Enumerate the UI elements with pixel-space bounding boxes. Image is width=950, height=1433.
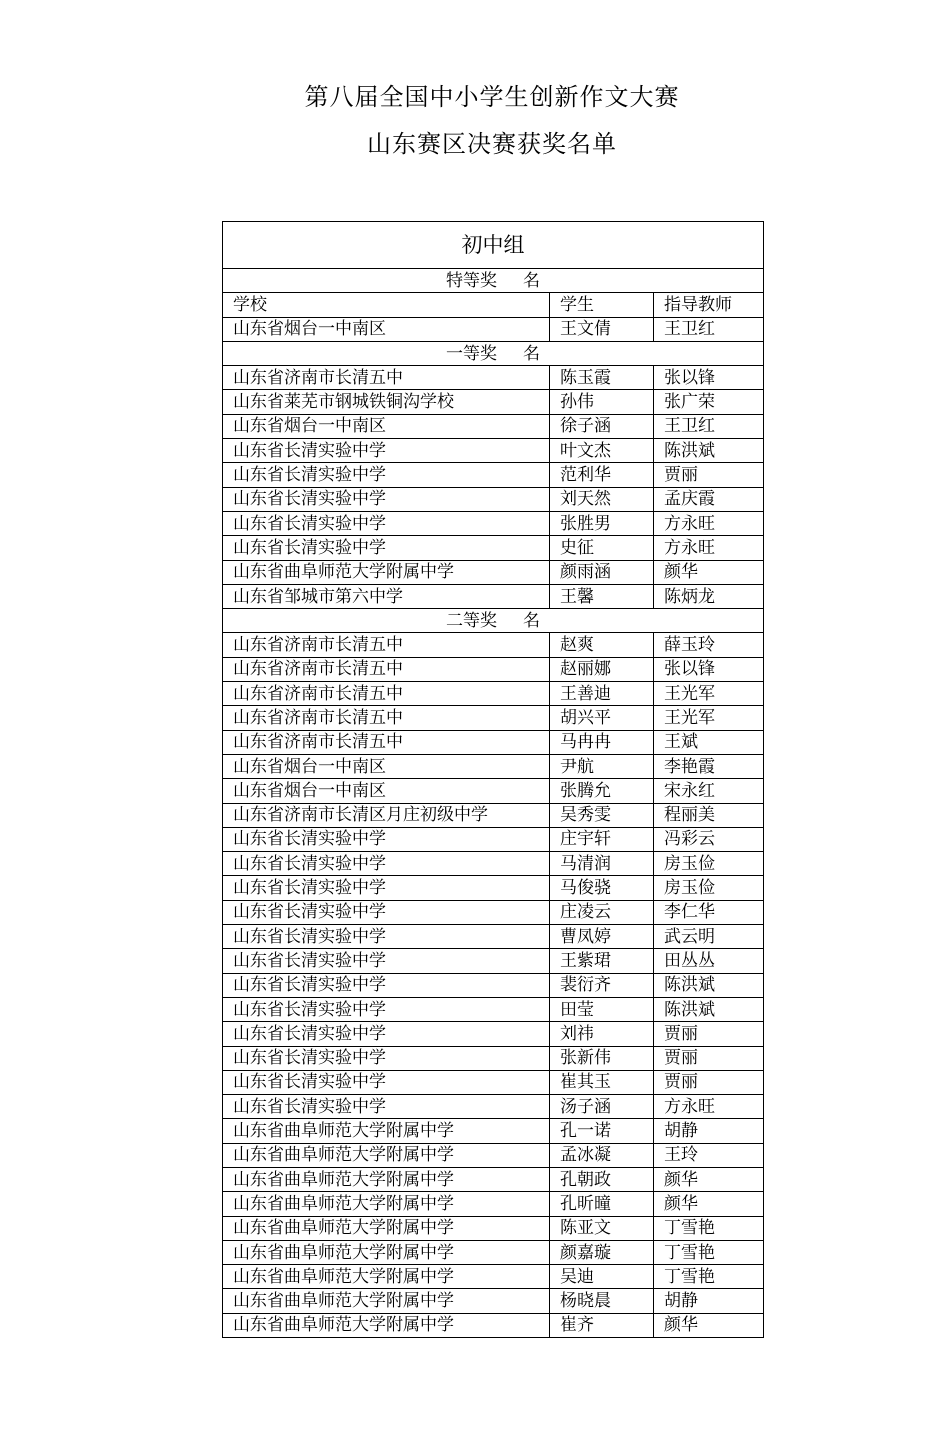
teacher-cell: 丁雪艳 [654, 1240, 764, 1264]
table-row [223, 754, 764, 778]
award-section-heading [223, 341, 764, 365]
student-cell: 张新伟 [550, 1046, 654, 1070]
table-row [223, 414, 764, 438]
student-cell: 胡兴平 [550, 706, 654, 730]
student-cell: 孟冰凝 [550, 1143, 654, 1167]
table-row [223, 366, 764, 390]
award-count-suffix: 名 [523, 343, 540, 364]
table-row [223, 949, 764, 973]
table-row [223, 876, 764, 900]
teacher-cell: 颜华 [654, 560, 764, 584]
award-count-suffix: 名 [523, 270, 540, 291]
student-cell: 吴秀雯 [550, 803, 654, 827]
table-row [223, 1289, 764, 1313]
teacher-cell: 贾丽 [654, 1070, 764, 1094]
table-row [223, 803, 764, 827]
student-cell: 颜嘉璇 [550, 1240, 654, 1264]
table-row [223, 560, 764, 584]
award-section-heading [223, 269, 764, 293]
table-row [223, 633, 764, 657]
group-title-row [223, 222, 764, 269]
teacher-cell: 王光军 [654, 706, 764, 730]
student-cell: 尹航 [550, 754, 654, 778]
school-cell: 山东省长清实验中学 [223, 925, 550, 949]
teacher-cell: 颜华 [654, 1192, 764, 1216]
teacher-cell: 陈洪斌 [654, 973, 764, 997]
student-cell: 赵爽 [550, 633, 654, 657]
student-cell: 孙伟 [550, 390, 654, 414]
school-cell: 山东省曲阜师范大学附属中学 [223, 1143, 550, 1167]
student-cell: 马俊骁 [550, 876, 654, 900]
teacher-cell: 冯彩云 [654, 827, 764, 851]
table-row [223, 536, 764, 560]
teacher-cell: 张以锋 [654, 366, 764, 390]
award-section-row [223, 269, 764, 293]
table-row [223, 925, 764, 949]
table-row [223, 706, 764, 730]
school-cell: 山东省曲阜师范大学附属中学 [223, 1265, 550, 1289]
table-row [223, 487, 764, 511]
award-count-suffix: 名 [523, 610, 540, 631]
student-cell: 裴衍齐 [550, 973, 654, 997]
school-cell: 山东省济南市长清五中 [223, 730, 550, 754]
student-cell: 赵丽娜 [550, 657, 654, 681]
table-row [223, 390, 764, 414]
table-row [223, 852, 764, 876]
table-row [223, 1046, 764, 1070]
table-row [223, 463, 764, 487]
school-cell: 山东省长清实验中学 [223, 511, 550, 535]
table-row [223, 730, 764, 754]
student-cell: 叶文杰 [550, 439, 654, 463]
student-cell: 陈亚文 [550, 1216, 654, 1240]
student-cell: 王文倩 [550, 317, 654, 341]
award-table-body [223, 222, 764, 1338]
school-cell: 山东省长清实验中学 [223, 1070, 550, 1094]
teacher-cell: 颜华 [654, 1167, 764, 1191]
table-row [223, 973, 764, 997]
school-cell: 山东省曲阜师范大学附属中学 [223, 1119, 550, 1143]
award-table [222, 221, 764, 1338]
school-cell: 山东省长清实验中学 [223, 1022, 550, 1046]
table-row [223, 682, 764, 706]
school-cell: 山东省长清实验中学 [223, 997, 550, 1021]
student-cell: 孔昕曈 [550, 1192, 654, 1216]
teacher-cell: 王光军 [654, 682, 764, 706]
table-row [223, 1143, 764, 1167]
school-cell: 山东省长清实验中学 [223, 949, 550, 973]
student-cell: 曹凤婷 [550, 925, 654, 949]
student-cell: 崔其玉 [550, 1070, 654, 1094]
school-cell: 山东省曲阜师范大学附属中学 [223, 560, 550, 584]
student-cell: 刘祎 [550, 1022, 654, 1046]
student-cell: 张胜男 [550, 511, 654, 535]
teacher-cell: 程丽美 [654, 803, 764, 827]
student-cell: 田莹 [550, 997, 654, 1021]
award-section-row [223, 609, 764, 633]
table-row [223, 511, 764, 535]
table-row [223, 900, 764, 924]
teacher-cell: 张以锋 [654, 657, 764, 681]
teacher-cell: 贾丽 [654, 1022, 764, 1046]
school-cell: 山东省长清实验中学 [223, 900, 550, 924]
student-cell: 王善迪 [550, 682, 654, 706]
table-row [223, 317, 764, 341]
school-cell: 山东省济南市长清五中 [223, 682, 550, 706]
student-cell: 庄宇轩 [550, 827, 654, 851]
student-cell: 杨晓晨 [550, 1289, 654, 1313]
teacher-cell: 颜华 [654, 1313, 764, 1337]
table-row [223, 997, 764, 1021]
table-row [223, 439, 764, 463]
student-cell: 吴迪 [550, 1265, 654, 1289]
teacher-cell: 房玉俭 [654, 876, 764, 900]
student-cell: 马冉冉 [550, 730, 654, 754]
teacher-cell: 李仁华 [654, 900, 764, 924]
teacher-cell: 陈洪斌 [654, 997, 764, 1021]
student-cell: 庄凌云 [550, 900, 654, 924]
teacher-cell: 丁雪艳 [654, 1216, 764, 1240]
table-row [223, 1240, 764, 1264]
student-cell: 颜雨涵 [550, 560, 654, 584]
teacher-cell: 贾丽 [654, 463, 764, 487]
school-cell: 山东省长清实验中学 [223, 827, 550, 851]
header-student: 学生 [550, 293, 654, 317]
school-cell: 山东省济南市长清五中 [223, 366, 550, 390]
table-row [223, 584, 764, 608]
student-cell: 王馨 [550, 584, 654, 608]
student-cell: 陈玉霞 [550, 366, 654, 390]
teacher-cell: 薛玉玲 [654, 633, 764, 657]
column-header-row [223, 293, 764, 317]
teacher-cell: 孟庆霞 [654, 487, 764, 511]
school-cell: 山东省烟台一中南区 [223, 317, 550, 341]
school-cell: 山东省长清实验中学 [223, 852, 550, 876]
table-row [223, 1265, 764, 1289]
award-section-row [223, 341, 764, 365]
teacher-cell: 张广荣 [654, 390, 764, 414]
table-row [223, 1313, 764, 1337]
school-cell: 山东省烟台一中南区 [223, 754, 550, 778]
school-cell: 山东省烟台一中南区 [223, 414, 550, 438]
student-cell: 孔朝政 [550, 1167, 654, 1191]
teacher-cell: 陈洪斌 [654, 439, 764, 463]
school-cell: 山东省长清实验中学 [223, 973, 550, 997]
award-level: 特等奖 [446, 270, 497, 291]
school-cell: 山东省曲阜师范大学附属中学 [223, 1289, 550, 1313]
student-cell: 汤子涵 [550, 1095, 654, 1119]
school-cell: 山东省长清实验中学 [223, 536, 550, 560]
student-cell: 马清润 [550, 852, 654, 876]
school-cell: 山东省曲阜师范大学附属中学 [223, 1240, 550, 1264]
school-cell: 山东省济南市长清区月庄初级中学 [223, 803, 550, 827]
school-cell: 山东省济南市长清五中 [223, 633, 550, 657]
school-cell: 山东省莱芜市钢城铁铜沟学校 [223, 390, 550, 414]
student-cell: 崔齐 [550, 1313, 654, 1337]
student-cell: 张腾允 [550, 779, 654, 803]
award-level: 二等奖 [446, 610, 497, 631]
school-cell: 山东省烟台一中南区 [223, 779, 550, 803]
school-cell: 山东省长清实验中学 [223, 463, 550, 487]
table-row [223, 779, 764, 803]
school-cell: 山东省曲阜师范大学附属中学 [223, 1192, 550, 1216]
award-level: 一等奖 [446, 343, 497, 364]
group-title: 初中组 [223, 222, 764, 269]
school-cell: 山东省长清实验中学 [223, 876, 550, 900]
school-cell: 山东省邹城市第六中学 [223, 584, 550, 608]
document-subtitle: 山东赛区决赛获奖名单 [367, 130, 617, 158]
teacher-cell: 宋永红 [654, 779, 764, 803]
student-cell: 徐子涵 [550, 414, 654, 438]
teacher-cell: 丁雪艳 [654, 1265, 764, 1289]
school-cell: 山东省曲阜师范大学附属中学 [223, 1216, 550, 1240]
school-cell: 山东省长清实验中学 [223, 1095, 550, 1119]
teacher-cell: 王卫红 [654, 414, 764, 438]
table-row [223, 827, 764, 851]
teacher-cell: 方永旺 [654, 511, 764, 535]
student-cell: 孔一诺 [550, 1119, 654, 1143]
table-row [223, 1216, 764, 1240]
teacher-cell: 贾丽 [654, 1046, 764, 1070]
school-cell: 山东省长清实验中学 [223, 1046, 550, 1070]
table-row [223, 657, 764, 681]
header-school: 学校 [223, 293, 550, 317]
school-cell: 山东省长清实验中学 [223, 487, 550, 511]
school-cell: 山东省济南市长清五中 [223, 657, 550, 681]
teacher-cell: 胡静 [654, 1289, 764, 1313]
teacher-cell: 王斌 [654, 730, 764, 754]
table-row [223, 1070, 764, 1094]
teacher-cell: 王卫红 [654, 317, 764, 341]
document-title: 第八届全国中小学生创新作文大赛 [304, 83, 680, 111]
teacher-cell: 胡静 [654, 1119, 764, 1143]
student-cell: 王紫珺 [550, 949, 654, 973]
teacher-cell: 方永旺 [654, 536, 764, 560]
teacher-cell: 田丛丛 [654, 949, 764, 973]
table-row [223, 1119, 764, 1143]
school-cell: 山东省济南市长清五中 [223, 706, 550, 730]
header-teacher: 指导教师 [654, 293, 764, 317]
student-cell: 刘天然 [550, 487, 654, 511]
teacher-cell: 武云明 [654, 925, 764, 949]
school-cell: 山东省长清实验中学 [223, 439, 550, 463]
award-section-heading [223, 609, 764, 633]
school-cell: 山东省曲阜师范大学附属中学 [223, 1167, 550, 1191]
student-cell: 范利华 [550, 463, 654, 487]
table-row [223, 1167, 764, 1191]
school-cell: 山东省曲阜师范大学附属中学 [223, 1313, 550, 1337]
table-row [223, 1095, 764, 1119]
student-cell: 史征 [550, 536, 654, 560]
table-row [223, 1022, 764, 1046]
teacher-cell: 方永旺 [654, 1095, 764, 1119]
teacher-cell: 李艳霞 [654, 754, 764, 778]
teacher-cell: 王玲 [654, 1143, 764, 1167]
teacher-cell: 房玉俭 [654, 852, 764, 876]
teacher-cell: 陈炳龙 [654, 584, 764, 608]
table-row [223, 1192, 764, 1216]
